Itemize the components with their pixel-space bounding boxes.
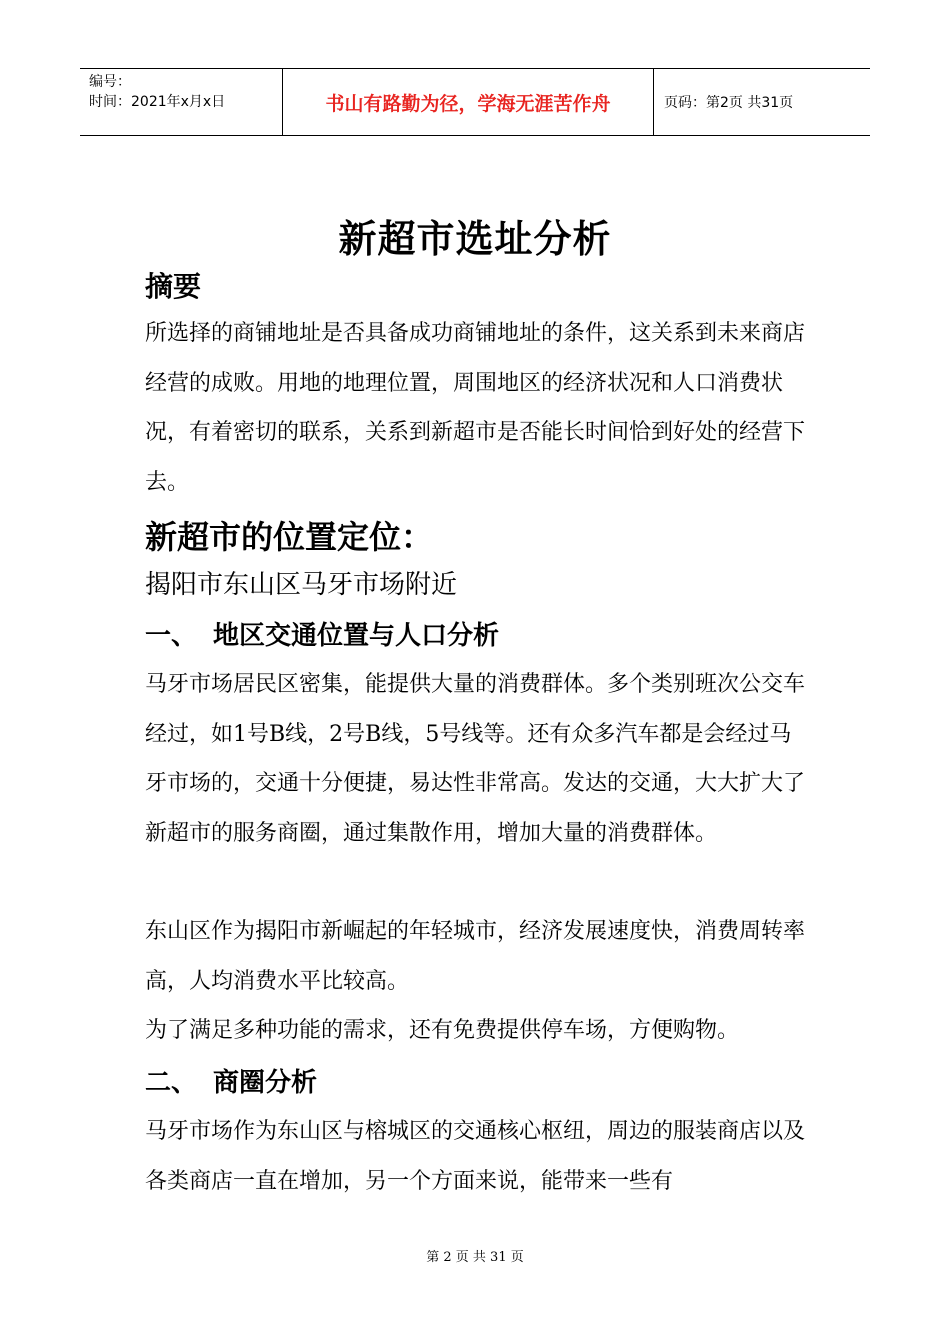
document-title: 新超市选址分析: [338, 217, 612, 261]
section-2-paragraph-1: 马牙市场作为东山区与榕城区的交通核心枢纽，周边的服装商店以及各类商店一直在增加，另一个方面来说，能带来一些有: [145, 1119, 806, 1194]
section-1-paragraph-3: 为了满足多种功能的需求，还有免费提供停车场，方便购物。: [145, 1018, 740, 1043]
section-2-number: 二、: [145, 1068, 198, 1098]
section-1-paragraph-2: 东山区作为揭阳市新崛起的年轻城市，经济发展速度快，消费周转率高，人均消费水平比较高。: [145, 919, 806, 994]
abstract-paragraph: 所选择的商铺地址是否具备成功商铺地址的条件，这关系到未来商店经营的成败。用地的地理位置，周围地区的经济状况和人口消费状况，有着密切的联系，关系到新超市是否能长时间恰到好处的经营下去。: [145, 321, 806, 495]
page-header-table: [80, 68, 870, 136]
position-heading: 新超市的位置定位：: [145, 518, 434, 556]
page-footer: 第 2 页 共 31 页: [426, 1250, 524, 1265]
header-page-info: 页码：第2页 共31页: [664, 95, 794, 111]
document-time-label: 时间：2021年x月x日: [89, 94, 226, 110]
header-left-cell: [80, 69, 282, 135]
section-1-number: 一、: [145, 621, 198, 651]
section-1-paragraph-1: 马牙市场居民区密集，能提供大量的消费群体。多个类别班次公交车经过，如1号B线，2号B线，5号线等。还有众多汽车都是会经过马牙市场的，交通十分便捷，易达性非常高。发达的交通，大大扩大了新超市的服务商圈，通过集散作用，增加大量的消费群体。: [145, 672, 806, 846]
abstract-heading: 摘要: [145, 270, 202, 303]
section-1-heading: [145, 615, 499, 652]
document-number-label: 编号：: [89, 74, 131, 90]
section-2-title: 商圈分析: [213, 1068, 318, 1098]
section-1-title: 地区交通位置与人口分析: [213, 621, 500, 651]
location-text: 揭阳市东山区马牙市场附近: [145, 570, 458, 600]
section-2-heading: [145, 1062, 317, 1099]
header-motto: 书山有路勤为径，学海无涯苦作舟: [282, 69, 654, 135]
